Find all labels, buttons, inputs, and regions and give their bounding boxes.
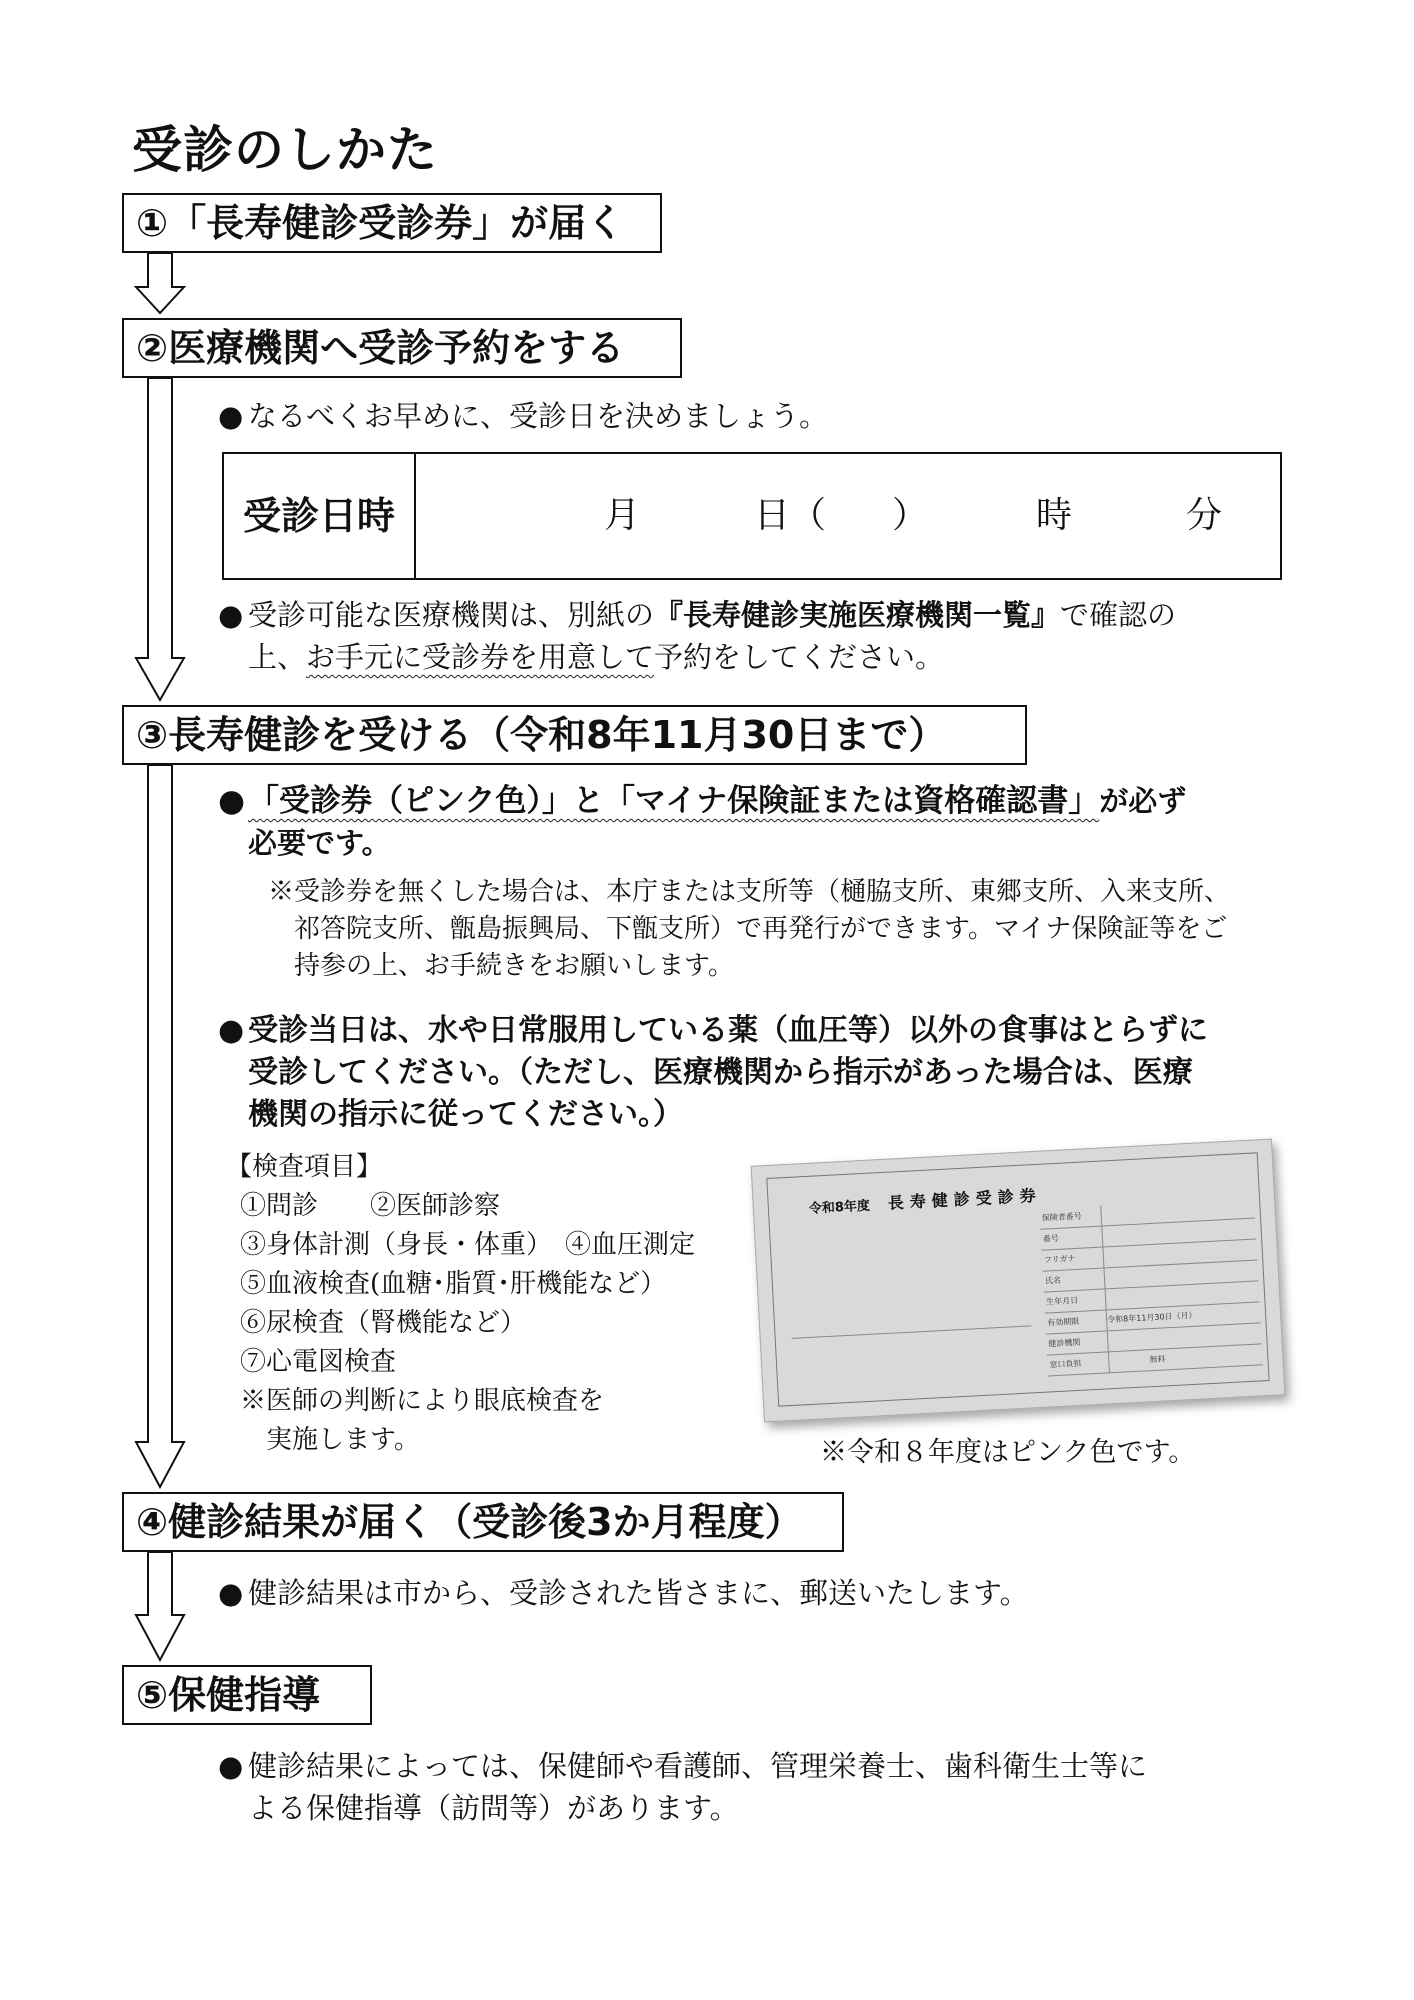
facility-list-title: 『長寿健診実施医療機関一覧』 xyxy=(654,598,1061,632)
appointment-date-label: 受診日時 xyxy=(224,454,416,578)
step-4-header: ④健診結果が届く（受診後3か月程度） xyxy=(122,1492,844,1552)
exam-items-note-1: ※医師の判断により眼底検査を xyxy=(240,1386,605,1416)
date-paren-close: ） xyxy=(892,495,929,536)
bullet-icon: ● xyxy=(218,783,246,819)
appointment-date-box xyxy=(222,452,1282,580)
step-1-header: ①「長寿健診受診券」が届く xyxy=(122,193,662,253)
page-title: 受診のしかた xyxy=(132,121,438,179)
date-minute-unit: 分 xyxy=(1186,495,1223,536)
bullet-icon: ● xyxy=(218,1576,244,1610)
flow-arrow-1 xyxy=(136,253,184,313)
date-day-unit: 日（ xyxy=(754,495,827,536)
bullet-icon: ● xyxy=(218,399,244,433)
ticket-title: 令和8年度 長寿健診受診券 xyxy=(808,1185,1043,1217)
exam-items-title: 【検査項目】 xyxy=(226,1152,383,1182)
required-docs-text: 「受診券（ピンク色）」と「マイナ保険証または資格確認書」 xyxy=(248,783,1100,819)
step-3-header: ③長寿健診を受ける（令和8年11月30日まで） xyxy=(122,705,1027,765)
step-4-bullet: ● 健診結果は市から、受診された皆さまに、郵送いたします。 xyxy=(218,1572,1029,1614)
step-2-bullet-2-line-2: 上、お手元に受診券を用意して予約をしてください。 xyxy=(248,640,945,674)
date-hour-unit: 時 xyxy=(1036,495,1073,536)
ticket-issuer-lines xyxy=(792,1325,1034,1379)
required-docs-line-2: 必要です。 xyxy=(248,826,391,860)
exam-item: ①問診 ②医師診察 xyxy=(240,1191,501,1221)
ticket-sample-image xyxy=(751,1139,1286,1423)
exam-items-note-2: 実施します。 xyxy=(266,1425,420,1455)
flow-arrow-2 xyxy=(136,378,184,700)
exam-item: ⑥尿検査（腎機能など） xyxy=(240,1308,527,1338)
flow-arrow-3 xyxy=(136,765,184,1487)
bullet-icon: ● xyxy=(218,1013,245,1048)
step-5-bullet: ● 健診結果によっては、保健師や看護師、管理栄養士、歯科衛生士等に よる保健指導（訪問等）があります。 xyxy=(218,1745,1318,1829)
date-month-unit: 月 xyxy=(604,495,641,536)
exam-item: ⑦心電図検査 xyxy=(240,1347,397,1377)
exam-item: ③身体計測（身長・体重） ④血圧測定 xyxy=(240,1230,696,1260)
exam-items xyxy=(226,1148,695,1460)
step-2-bullet-2-line-1: ● 受診可能な医療機関は、別紙の『長寿健診実施医療機関一覧』で確認の xyxy=(218,594,1278,636)
reissue-note: ※受診券を無くした場合は、本庁または支所等（樋脇支所、東郷支所、入来支所、 祁答院支所、甑島振興局、下甑支所）で再発行ができます。マイナ保険証等をご 持参の上、お手続きをお願いします。 xyxy=(268,877,1231,981)
fasting-instruction: ● 受診当日は、水や日常服用している薬（血圧等）以外の食事はとらずに 受診してください。（ただし、医療機関から指示があった場合は、医療 機関の指示に従ってください。） xyxy=(218,1010,1318,1136)
ticket-caption: ※令和８年度はピンク色です。 xyxy=(820,1437,1196,1468)
step-3-required-docs: ●「受診券（ピンク色）」と「マイナ保険証または資格確認書」が必ず 必要です。 xyxy=(218,780,1298,864)
flow-arrow-4 xyxy=(136,1552,184,1660)
step-2-bullet-1: ● なるべくお早めに、受診日を決めましょう。 xyxy=(218,395,828,437)
ticket-fields: 保険者番号 番号 フリガナ 氏名 生年月日 有効期限 令和8年11月30日（月） 健診機関 窓口負担 無料 xyxy=(1039,1198,1262,1377)
step-2-bullet-2 xyxy=(218,594,1278,678)
step-5-header: ⑤保健指導 xyxy=(122,1665,372,1725)
bullet-icon: ● xyxy=(218,1749,244,1783)
step-2-header: ②医療機関へ受診予約をする xyxy=(122,318,682,378)
bullet-icon: ● xyxy=(218,598,244,632)
exam-item: ⑤血液検査(血糖･脂質･肝機能など） xyxy=(240,1269,667,1299)
